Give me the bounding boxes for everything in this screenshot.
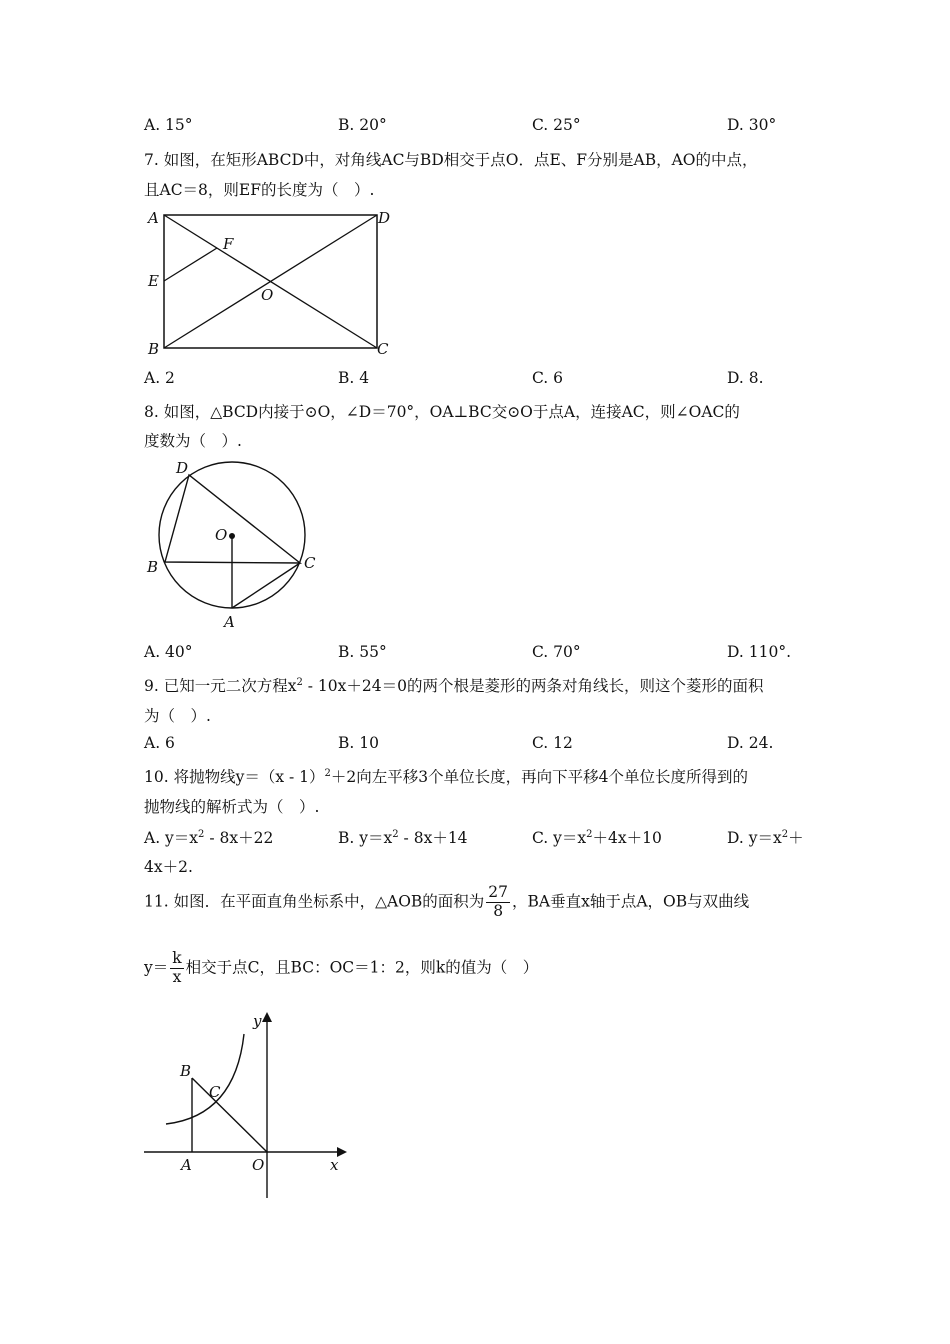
q7-option-b[interactable]: B. 4: [338, 369, 370, 387]
label-b: B: [180, 1062, 192, 1080]
q10-exponent: 2: [324, 767, 331, 779]
q10-opt-c-part1: C. y＝x: [532, 829, 587, 847]
q10-opt-b-part2: - 8x＋14: [398, 829, 468, 847]
segment-ef: [164, 248, 217, 281]
q11-frac-denominator: 8: [493, 901, 504, 920]
q10-opt-d-part1: D. y＝x: [727, 829, 782, 847]
q9-line1-part-a: 9. 已知一元二次方程x: [144, 677, 297, 695]
q8-option-c[interactable]: C. 70°: [532, 643, 581, 661]
q10-option-c[interactable]: [532, 826, 662, 848]
label-e: E: [148, 272, 159, 290]
q7-option-c[interactable]: C. 6: [532, 369, 564, 387]
q11-line1-part-b: ，BA垂直x轴于点A，OB与双曲线: [512, 892, 750, 911]
label-o: O: [252, 1156, 265, 1174]
q10-text-line2: 抛物线的解析式为（ ）.: [144, 798, 320, 816]
q6-option-d[interactable]: D. 30°: [727, 116, 777, 134]
q9-option-b[interactable]: B. 10: [338, 734, 379, 752]
q6-option-a[interactable]: A. 15°: [144, 116, 193, 134]
label-d: D: [378, 209, 391, 227]
q11-text-line2: [144, 950, 538, 987]
label-f: F: [223, 235, 234, 253]
center-point-o: [229, 533, 235, 539]
q9-option-d[interactable]: D. 24.: [727, 734, 774, 752]
label-a: A: [148, 209, 159, 227]
q11-coordinate-figure: [140, 1004, 355, 1200]
q8-option-a[interactable]: A. 40°: [144, 643, 193, 661]
q10-option-a[interactable]: [144, 826, 273, 848]
label-d: D: [176, 459, 189, 477]
segment-bo: [192, 1078, 267, 1152]
q7-option-a[interactable]: A. 2: [144, 369, 175, 387]
label-a: A: [181, 1156, 192, 1174]
q10-opt-d-sup: 2: [781, 828, 789, 840]
q7-text-line2: 且AC＝8，则EF的长度为（ ）.: [144, 181, 375, 199]
q11-line2-part-a: y＝: [144, 958, 169, 977]
label-y: y: [253, 1012, 262, 1030]
q11-fraction-area: [486, 884, 510, 921]
q10-opt-a-sup: 2: [198, 828, 205, 840]
q11-fraction-k-over-x: [170, 950, 183, 987]
label-o: O: [215, 526, 228, 544]
q11-frac-numerator: 27: [488, 883, 509, 901]
q10-opt-a-part1: A. y＝x: [144, 829, 199, 847]
q10-line1-part-a: 10. 将抛物线y＝（x - 1）: [144, 768, 325, 786]
q7-option-d[interactable]: D. 8.: [727, 369, 764, 387]
q8-option-d[interactable]: D. 110°.: [727, 643, 791, 661]
q9-exponent: 2: [296, 676, 303, 688]
q10-opt-d-part2: ＋: [788, 829, 804, 847]
q9-option-a[interactable]: A. 6: [144, 734, 175, 752]
q9-option-c[interactable]: C. 12: [532, 734, 573, 752]
label-o: O: [261, 286, 274, 304]
q10-option-d-continued: 4x＋2.: [144, 858, 193, 876]
label-b: B: [147, 558, 159, 576]
segment-ac: [232, 563, 300, 608]
q10-opt-a-part2: - 8x＋22: [204, 829, 274, 847]
hyperbola-curve: [166, 1034, 244, 1124]
q9-text-line2: 为（ ）.: [144, 707, 211, 725]
q10-option-b[interactable]: [338, 826, 468, 848]
q7-rectangle-figure: [140, 204, 410, 360]
q11-text-line1: [144, 884, 749, 921]
q10-opt-b-part1: B. y＝x: [338, 829, 393, 847]
label-c: C: [377, 340, 389, 358]
q10-opt-b-sup: 2: [392, 828, 399, 840]
q8-text-line1: 8. 如图，△BCD内接于⊙O，∠D＝70°，OA⊥BC交⊙O于点A，连接AC，则∠OAC的: [144, 403, 740, 421]
q7-text-line1: 7. 如图，在矩形ABCD中，对角线AC与BD相交于点O．点E、F分别是AB，AO的中点，: [144, 151, 758, 169]
label-c: C: [209, 1083, 221, 1101]
q6-option-c[interactable]: C. 25°: [532, 116, 581, 134]
q6-option-b[interactable]: B. 20°: [338, 116, 387, 134]
label-b: B: [148, 340, 160, 358]
label-a: A: [224, 613, 235, 631]
q10-option-d[interactable]: [727, 826, 804, 848]
q10-text-line1: [144, 765, 748, 787]
q10-opt-c-sup: 2: [586, 828, 593, 840]
q11-line2-part-b: 相交于点C，且BC：OC＝1：2，则k的值为（ ）: [185, 958, 539, 977]
q8-text-line2: 度数为（ ）.: [144, 432, 242, 450]
q9-text-line1: [144, 674, 764, 696]
q8-option-b[interactable]: B. 55°: [338, 643, 387, 661]
q11-frac2-denominator: x: [172, 967, 182, 986]
q11-frac2-numerator: k: [172, 949, 182, 967]
q8-circle-figure: [140, 456, 340, 632]
q10-line1-part-b: ＋2向左平移3个单位长度，再向下平移4个单位长度所得到的: [330, 768, 748, 786]
label-c: C: [304, 554, 316, 572]
q10-opt-c-part2: ＋4x＋10: [592, 829, 662, 847]
label-x: x: [330, 1156, 339, 1174]
q11-line1-part-a: 11. 如图．在平面直角坐标系中，△AOB的面积为: [144, 892, 485, 911]
q9-line1-part-b: - 10x＋24＝0的两个根是菱形的两条对角线长，则这个菱形的面积: [302, 677, 764, 695]
